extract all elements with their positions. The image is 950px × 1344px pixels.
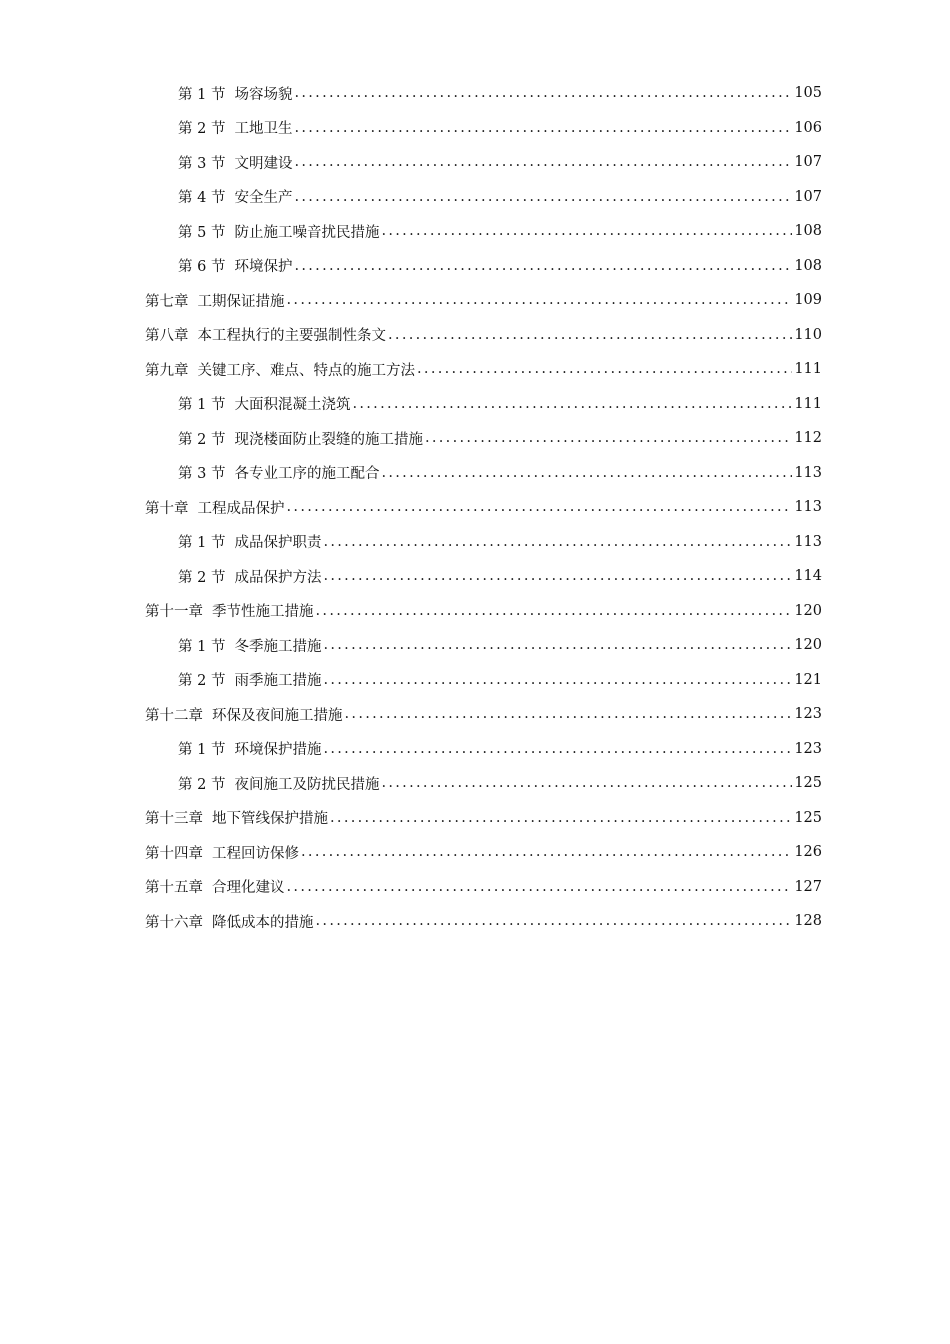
toc-entry-title: 工程成品保护 [197, 500, 285, 517]
dot-leader [323, 741, 792, 757]
dot-leader [323, 637, 792, 653]
toc-entry-number: 第 5 节 [178, 224, 226, 241]
dot-leader [345, 706, 793, 722]
toc-entry-number: 第八章 [145, 328, 189, 345]
toc-entry-title: 夜间施工及防扰民措施 [234, 776, 380, 793]
dot-leader [417, 361, 792, 377]
toc-section-entry[interactable] [0, 76, 950, 111]
toc-page-number: 111 [794, 361, 822, 378]
toc-section-entry[interactable] [0, 456, 950, 491]
toc-entry-title: 大面积混凝土浇筑 [234, 397, 351, 414]
dot-leader [330, 810, 792, 826]
toc-entry-title: 地下管线保护措施 [212, 811, 328, 828]
toc-entry-title: 成品保护方法 [234, 569, 322, 586]
toc-entry-number: 第十一章 [145, 604, 203, 621]
toc-entry-number: 第 2 节 [178, 776, 226, 793]
toc-entry-number: 第十二章 [145, 707, 203, 724]
toc-entry-number: 第 2 节 [178, 673, 226, 690]
toc-entry-title: 冬季施工措施 [234, 638, 322, 655]
toc-section-entry[interactable] [0, 663, 950, 698]
dot-leader [287, 292, 793, 308]
toc-entry-title: 成品保护职责 [234, 535, 322, 552]
dot-leader [294, 154, 792, 170]
toc-entry-number: 第 1 节 [178, 742, 226, 759]
toc-entry-title: 季节性施工措施 [212, 604, 314, 621]
toc-entry-title: 工期保证措施 [197, 293, 285, 310]
dot-leader [287, 879, 793, 895]
toc-entry-title: 工程回访保修 [212, 845, 299, 862]
toc-chapter-entry[interactable] [0, 283, 950, 318]
toc-entry-number: 第 1 节 [178, 397, 226, 414]
toc-entry-number: 第十六章 [145, 914, 203, 931]
toc-entry-title: 场容场貌 [234, 86, 293, 103]
toc-entry-title: 各专业工序的施工配合 [234, 466, 380, 483]
dot-leader [301, 844, 792, 860]
dot-leader [294, 85, 792, 101]
dot-leader [381, 775, 792, 791]
toc-section-entry[interactable] [0, 214, 950, 249]
toc-entry-title: 环境保护措施 [234, 742, 322, 759]
toc-page-number: 120 [794, 637, 822, 654]
toc-page-number: 125 [794, 775, 822, 792]
toc-entry-number: 第七章 [145, 293, 189, 310]
toc-entry-title: 文明建设 [234, 155, 293, 172]
toc-page-number: 127 [794, 878, 822, 895]
toc-page-number: 105 [794, 85, 822, 102]
dot-leader [287, 499, 793, 515]
toc-entry-number: 第 2 节 [178, 431, 226, 448]
toc-page-number: 123 [794, 706, 822, 723]
toc-section-entry[interactable] [0, 421, 950, 456]
dot-leader [323, 672, 792, 688]
toc-chapter-entry[interactable] [0, 352, 950, 387]
dot-leader [316, 913, 793, 929]
toc-chapter-entry[interactable] [0, 697, 950, 732]
toc-page-number: 114 [794, 568, 822, 585]
toc-entry-number: 第 2 节 [178, 121, 226, 138]
toc-entry-title: 合理化建议 [212, 880, 285, 897]
toc-page-number: 126 [794, 844, 822, 861]
toc-section-entry[interactable] [0, 766, 950, 801]
toc-entry-title: 环境保护 [234, 259, 293, 276]
dot-leader [425, 430, 792, 446]
dot-leader [352, 396, 792, 412]
toc-page-number: 111 [794, 395, 822, 412]
toc-entry-number: 第 3 节 [178, 466, 226, 483]
dot-leader [381, 465, 792, 481]
toc-entry-title: 防止施工噪音扰民措施 [234, 224, 380, 241]
toc-entry-number: 第 4 节 [178, 190, 226, 207]
dot-leader [323, 568, 792, 584]
toc-entry-number: 第 2 节 [178, 569, 226, 586]
toc-entry-number: 第九章 [145, 362, 189, 379]
dot-leader [381, 223, 792, 239]
toc-chapter-entry[interactable] [0, 490, 950, 525]
toc-section-entry[interactable] [0, 249, 950, 284]
dot-leader [388, 327, 792, 343]
toc-entry-number: 第十章 [145, 500, 189, 517]
toc-section-entry[interactable] [0, 387, 950, 422]
toc-entry-title: 雨季施工措施 [234, 673, 322, 690]
toc-entry-number: 第 6 节 [178, 259, 226, 276]
toc-page-number: 125 [794, 809, 822, 826]
toc-page-number: 123 [794, 740, 822, 757]
toc-page-number: 113 [794, 499, 822, 516]
toc-page-number: 108 [794, 257, 822, 274]
dot-leader [323, 534, 792, 550]
toc-page-number: 108 [794, 223, 822, 240]
toc-page-number: 128 [794, 913, 822, 930]
dot-leader [294, 120, 792, 136]
toc-section-entry[interactable] [0, 559, 950, 594]
toc-page-number: 120 [794, 602, 822, 619]
table-of-contents [0, 76, 950, 939]
toc-page-number: 109 [794, 292, 822, 309]
toc-entry-title: 现浇楼面防止裂缝的施工措施 [234, 431, 423, 448]
toc-section-entry[interactable] [0, 111, 950, 146]
toc-entry-number: 第 1 节 [178, 86, 226, 103]
toc-entry-number: 第十四章 [145, 845, 203, 862]
toc-entry-title: 关键工序、难点、特点的施工方法 [197, 362, 415, 379]
toc-section-entry[interactable] [0, 180, 950, 215]
toc-page-number: 110 [794, 326, 822, 343]
toc-section-entry[interactable] [0, 525, 950, 560]
toc-chapter-entry[interactable] [0, 594, 950, 629]
toc-section-entry[interactable] [0, 628, 950, 663]
toc-page-number: 107 [794, 154, 822, 171]
toc-section-entry[interactable] [0, 145, 950, 180]
toc-page-number: 113 [794, 533, 822, 550]
toc-chapter-entry[interactable] [0, 801, 950, 836]
toc-entry-title: 本工程执行的主要强制性条文 [197, 328, 386, 345]
toc-page-number: 113 [794, 464, 822, 481]
toc-entry-title: 降低成本的措施 [212, 914, 314, 931]
toc-chapter-entry[interactable] [0, 870, 950, 905]
toc-entry-number: 第十五章 [145, 880, 203, 897]
toc-entry-number: 第 1 节 [178, 638, 226, 655]
toc-section-entry[interactable] [0, 732, 950, 767]
dot-leader [294, 258, 792, 274]
toc-chapter-entry[interactable] [0, 318, 950, 353]
toc-entry-title: 工地卫生 [234, 121, 293, 138]
toc-entry-number: 第 3 节 [178, 155, 226, 172]
toc-entry-title: 环保及夜间施工措施 [212, 707, 343, 724]
dot-leader [294, 189, 792, 205]
toc-chapter-entry[interactable] [0, 835, 950, 870]
dot-leader [316, 603, 793, 619]
toc-page-number: 121 [794, 671, 822, 688]
toc-page-number: 107 [794, 188, 822, 205]
toc-chapter-entry[interactable] [0, 904, 950, 939]
toc-page-number: 112 [794, 430, 822, 447]
toc-entry-number: 第 1 节 [178, 535, 226, 552]
toc-entry-title: 安全生产 [234, 190, 293, 207]
toc-entry-number: 第十三章 [145, 811, 203, 828]
toc-page-number: 106 [794, 119, 822, 136]
